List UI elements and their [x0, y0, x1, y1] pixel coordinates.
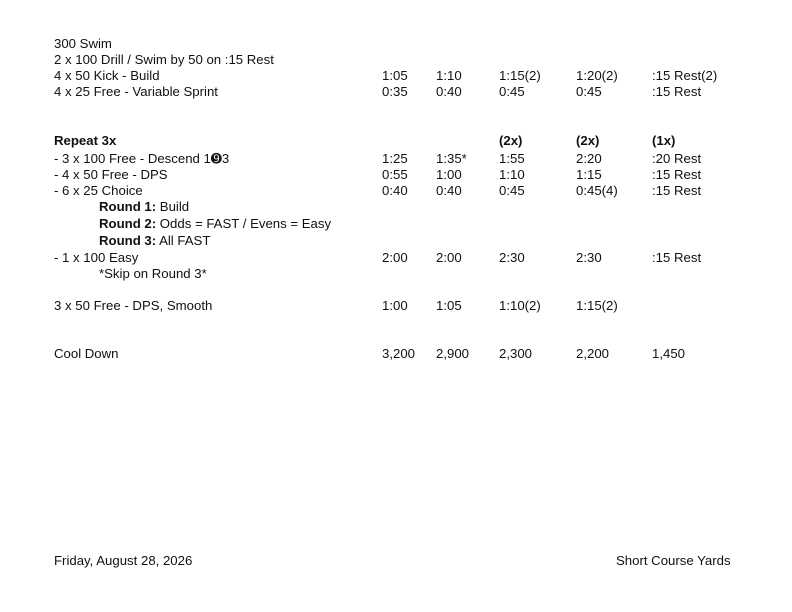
lane-1-total: 3,200	[382, 346, 416, 361]
round-label: Round 1:	[99, 199, 157, 214]
round-note	[99, 216, 331, 232]
main-set-header	[0, 133, 792, 149]
lane-3-interval: 1:10	[499, 167, 525, 182]
lane-1-interval: 0:55	[382, 167, 408, 182]
round-3-note	[0, 233, 792, 249]
workout-row-warmup-swim	[0, 36, 792, 52]
round-2-note	[0, 216, 792, 232]
lane-5-interval: :15 Rest	[652, 84, 702, 99]
round-note	[99, 233, 210, 249]
lane-3-total: 2,300	[499, 346, 533, 361]
lane-4-interval: 1:15(2)	[576, 298, 618, 313]
lane-2-interval: 0:40	[436, 183, 462, 198]
workout-row-free-dps	[0, 167, 792, 183]
footer-course: Short Course Yards	[616, 553, 731, 568]
round-label: Round 2:	[99, 216, 157, 231]
workout-row-descend	[0, 151, 792, 167]
row-label: 4 x 25 Free - Variable Sprint	[54, 84, 218, 99]
row-label: 300 Swim	[54, 36, 112, 51]
row-label: - 3 x 100 Free - Descend 1➒3	[54, 151, 230, 166]
lane-5-interval: :15 Rest	[652, 183, 702, 198]
lane-1-interval: 2:00	[382, 250, 408, 265]
lane-5-repeat-count: (1x)	[652, 133, 676, 148]
lane-2-total: 2,900	[436, 346, 470, 361]
workout-row-easy	[0, 250, 792, 266]
lane-1-interval: 1:05	[382, 68, 408, 83]
workout-row-variable-sprint	[0, 84, 792, 100]
footer-date: Friday, August 28, 2026	[54, 553, 193, 568]
lane-5-total: 1,450	[652, 346, 686, 361]
lane-4-interval: 0:45(4)	[576, 183, 618, 198]
lane-1-interval: 1:00	[382, 298, 408, 313]
lane-2-interval: 1:05	[436, 298, 462, 313]
lane-3-interval: 2:30	[499, 250, 525, 265]
lane-1-interval: 0:35	[382, 84, 408, 99]
lane-5-interval: :20 Rest	[652, 151, 702, 166]
workout-row-kick-build	[0, 68, 792, 84]
workout-row-choice	[0, 183, 792, 199]
set-title: Repeat 3x	[54, 133, 117, 148]
round-description: Build	[156, 199, 190, 214]
workout-row-drill-swim	[0, 52, 792, 68]
lane-4-interval: 2:30	[576, 250, 602, 265]
lane-2-interval: 1:00	[436, 167, 462, 182]
row-label: 4 x 50 Kick - Build	[54, 68, 160, 83]
skip-note	[0, 266, 792, 282]
lane-3-interval: 1:15(2)	[499, 68, 541, 83]
lane-3-interval: 1:10(2)	[499, 298, 541, 313]
cool-down-row	[0, 346, 792, 362]
lane-3-repeat-count: (2x)	[499, 133, 523, 148]
row-label: 3 x 50 Free - DPS, Smooth	[54, 298, 213, 313]
row-label: Cool Down	[54, 346, 119, 361]
row-label: 2 x 100 Drill / Swim by 50 on :15 Rest	[54, 52, 274, 67]
lane-3-interval: 1:55	[499, 151, 525, 166]
lane-5-interval: :15 Rest	[652, 167, 702, 182]
lane-2-interval: 1:35*	[436, 151, 467, 166]
lane-3-interval: 0:45	[499, 183, 525, 198]
lane-4-interval: 2:20	[576, 151, 602, 166]
lane-2-interval: 1:10	[436, 68, 462, 83]
round-description: All FAST	[156, 233, 211, 248]
lane-5-interval: :15 Rest	[652, 250, 702, 265]
lane-4-interval: 0:45	[576, 84, 602, 99]
skip-note-text: *Skip on Round 3*	[99, 266, 207, 281]
lane-1-interval: 1:25	[382, 151, 408, 166]
lane-2-interval: 2:00	[436, 250, 462, 265]
lane-5-interval: :15 Rest(2)	[652, 68, 718, 83]
lane-4-total: 2,200	[576, 346, 610, 361]
row-label: - 4 x 50 Free - DPS	[54, 167, 168, 182]
lane-1-interval: 0:40	[382, 183, 408, 198]
row-label: - 6 x 25 Choice	[54, 183, 143, 198]
round-note	[99, 199, 189, 215]
round-description: Odds = FAST / Evens = Easy	[156, 216, 332, 231]
row-label: - 1 x 100 Easy	[54, 250, 139, 265]
lane-4-repeat-count: (2x)	[576, 133, 600, 148]
round-label: Round 3:	[99, 233, 157, 248]
lane-4-interval: 1:15	[576, 167, 602, 182]
lane-4-interval: 1:20(2)	[576, 68, 618, 83]
workout-row-smooth	[0, 298, 792, 314]
lane-3-interval: 0:45	[499, 84, 525, 99]
lane-2-interval: 0:40	[436, 84, 462, 99]
round-1-note	[0, 199, 792, 215]
